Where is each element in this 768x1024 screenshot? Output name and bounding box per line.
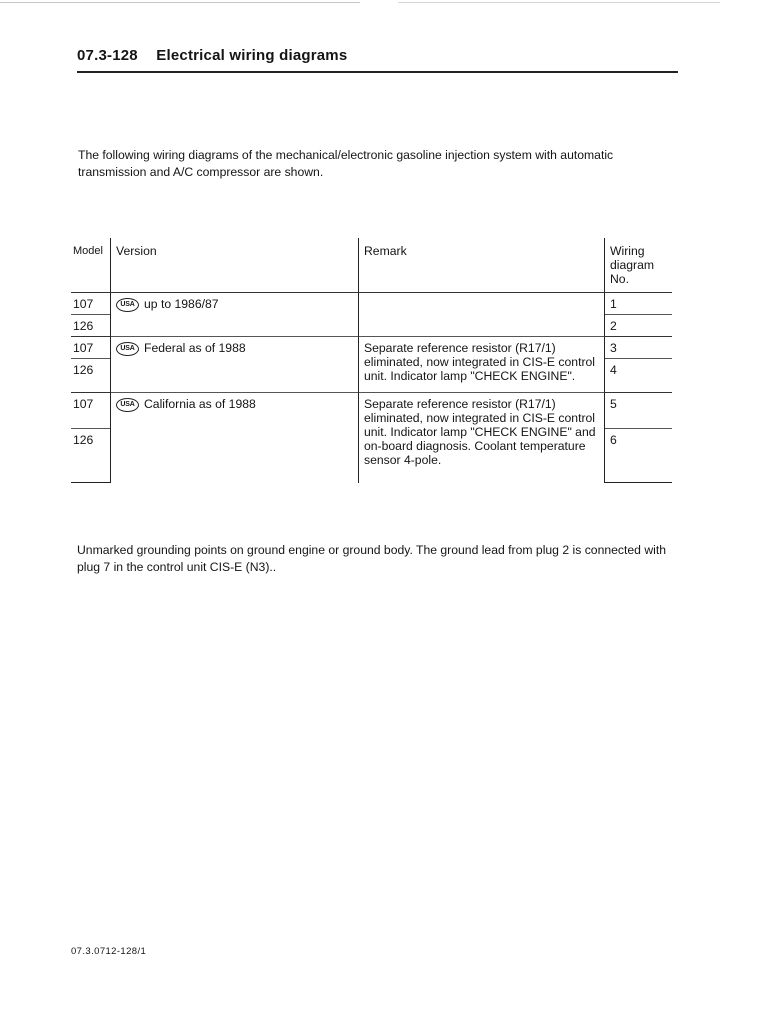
model-cell: 126	[71, 315, 111, 337]
column-header-wiring-diagram: Wiring diagram No.	[605, 238, 673, 293]
header-rule	[77, 71, 678, 73]
model-cell: 126	[71, 359, 111, 393]
version-cell	[111, 293, 359, 337]
wiring-number-cell: 5	[605, 393, 673, 429]
document-code: 07.3.0712-128/1	[71, 946, 147, 957]
version-text: up to 1986/87	[144, 297, 219, 311]
wiring-number-cell: 1	[605, 293, 673, 315]
column-header-version: Version	[111, 238, 359, 293]
remark-cell: Separate reference resistor (R17/1) eliminated, now integrated in CIS-E control unit. Indicator lamp "CHECK ENGINE".	[359, 337, 605, 393]
column-header-remark: Remark	[359, 238, 605, 293]
intro-paragraph: The following wiring diagrams of the mechanical/electronic gasoline injection system with automatic transmission and A/C compressor are shown.	[78, 148, 614, 179]
wiring-number-cell: 3	[605, 337, 673, 359]
wiring-number-cell: 2	[605, 315, 673, 337]
model-cell: 107	[71, 393, 111, 429]
section-number: 07.3-128	[77, 47, 138, 64]
version-cell	[111, 393, 359, 483]
remark-cell	[359, 293, 605, 337]
top-edge-line	[0, 2, 360, 3]
model-cell: 107	[71, 337, 111, 359]
grounding-note: Unmarked grounding points on ground engine or ground body. The ground lead from plug 2 is connected with plug 7 in the control unit CIS-E (N3)..	[77, 543, 666, 574]
version-text: Federal as of 1988	[144, 341, 246, 355]
table-row	[71, 293, 672, 315]
usa-icon: USA	[116, 342, 139, 356]
wiring-number-cell: 4	[605, 359, 673, 393]
model-cell: 107	[73, 297, 94, 311]
model-cell: 126	[71, 429, 111, 483]
version-text: California as of 1988	[144, 397, 256, 411]
page-header	[77, 47, 676, 65]
table-header-row	[71, 238, 672, 293]
usa-icon: USA	[116, 398, 139, 412]
table-row	[71, 337, 672, 359]
top-edge-line	[398, 2, 720, 3]
usa-icon: USA	[116, 298, 139, 312]
table-row	[71, 393, 672, 429]
wiring-number-cell: 6	[605, 429, 673, 483]
version-cell	[111, 337, 359, 393]
remark-cell: Separate reference resistor (R17/1) eliminated, now integrated in CIS-E control unit. Indicator lamp "CHECK ENGINE" and on-board diagnosis. Coolant temperature sensor 4-pole.	[359, 393, 605, 483]
page-title: Electrical wiring diagrams	[156, 47, 348, 64]
wiring-diagram-table	[71, 238, 672, 483]
column-header-model: Model	[71, 238, 111, 293]
